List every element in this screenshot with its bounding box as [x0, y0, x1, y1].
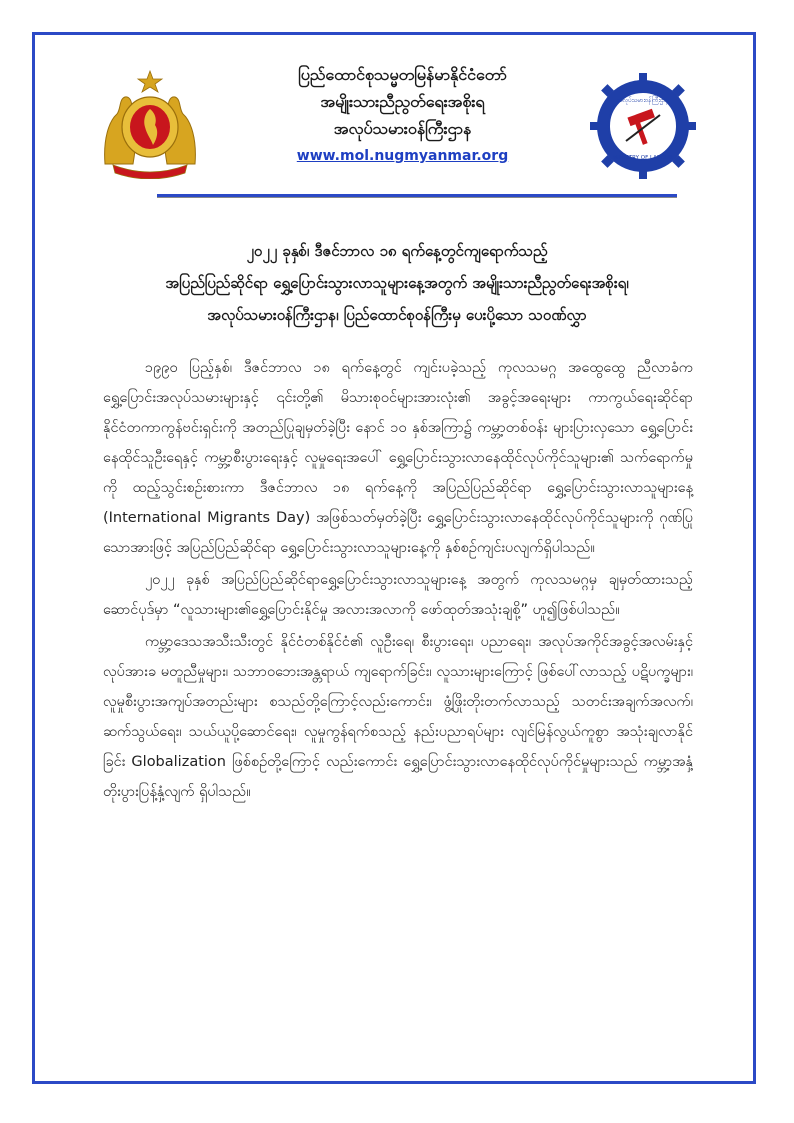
letterhead — [35, 35, 753, 195]
title-line-2: အပြည်ပြည်ဆိုင်ရာ ရွှေ့ပြောင်းသွားလာသူများနေ့အတွက် အမျိုးသားညီညွတ်ရေးအစိုးရ၊ — [165, 274, 629, 292]
paragraph-1: ၁၉၉၀ ပြည့်နှစ်၊ ဒီဇင်ဘာလ ၁၈ ရက်နေ့တွင် ကျင်းပခဲ့သည့် ကုလသမဂ္ဂ အထွေထွေ ညီလာခံက ရွှေ့ပြောင်းအလုပ်သမားများနှင့် ၎င်းတို့၏ မိသားစုဝင်များအားလုံး၏ အခွင့်အရေးများ ကာကွယ်ရေးဆိုင်ရာ နိုင်ငံတကာကွန်ဗင်းရှင်းကို အတည်ပြုချမှတ်ခဲ့ပြီး နောင် ၁၀ နှစ်အကြာ၌ ကမ္ဘာ့တစ်ဝန်း များပြားလှသော ရွှေ့ပြောင်းနေထိုင်သူဦးရေနှင့် ကမ္ဘာ့စီးပွားရေးနှင့် လူမှုရေးအပေါ် ရွှေ့ပြောင်းသွားလာနေထိုင်လုပ်ကိုင်သူများ၏ သက်ရောက်မှုကို ထည့်သွင်းစဉ်းစားကာ ဒီဇင်ဘာလ ၁၈ ရက်နေ့ကို အပြည်ပြည်ဆိုင်ရာ ရွှေ့ပြောင်းသွားလာသူများနေ့ (International Migrants Day) အဖြစ်သတ်မှတ်ခဲ့ပြီး ရွှေ့ပြောင်းသွားလာနေထိုင်လုပ်ကိုင်သူများကို ဂုဏ်ပြုသောအားဖြင့် အပြည်ပြည်ဆိုင်ရာ ရွှေ့ပြောင်းသွားလာသူများနေ့ကို နှစ်စဉ်ကျင်းပလျက်ရှိပါသည်။ — [103, 360, 693, 556]
logo-top-label: အလုပ်သမားဝန်ကြီးဌာန — [617, 97, 669, 104]
document-frame — [32, 32, 756, 1084]
document-title — [65, 235, 729, 331]
website-link[interactable]: www.mol.nugmyanmar.org — [296, 148, 509, 164]
header-divider-shadow — [157, 197, 677, 198]
logo-bottom-label: MINISTRY OF LABOUR — [613, 155, 673, 161]
title-line-3: အလုပ်သမားဝန်ကြီးဌာန၊ ပြည်ထောင်စုဝန်ကြီးမှ ပေးပို့သော သဝဏ်လွှာ — [207, 306, 587, 324]
org-government-name: အမျိုးသားညီညွတ်ရေးအစိုးရ — [320, 92, 485, 111]
title-line-1: ၂၀၂၂ ခုနှစ်၊ ဒီဇင်ဘာလ ၁၈ ရက်နေ့တွင်ကျရောက်သည့် — [246, 242, 548, 260]
paragraph-3: ကမ္ဘာ့ဒေသအသီးသီးတွင် နိုင်ငံတစ်နိုင်ငံ၏ လူဦးရေ၊ စီးပွားရေး၊ ပညာရေး၊ အလုပ်အကိုင်အခွင့်အလမ်းနှင့် လုပ်အားခ မတူညီမှုများ၊ သဘာဝဘေးအန္တရာယ် ကျရောက်ခြင်း၊ လူသားများကြောင့် ဖြစ်ပေါ်လာသည့် ပဋိပက္ခများ၊ လူမှုစီးပွားအကျပ်အတည်းများ စသည်တို့ကြောင့်လည်းကောင်း၊ ဖွံ့ဖြိုးတိုးတက်လာသည့် သတင်းအချက်အလက်၊ ဆက်သွယ်ရေး၊ သယ်ယူပို့ဆောင်ရေး၊ လူမှုကွန်ရက်စသည့် နည်းပညာရပ်များ လျင်မြန်လွယ်ကူစွာ အသုံးချလာနိုင်ခြင်း Globalization ဖြစ်စဉ်တို့ကြောင့် လည်းကောင်း ရွှေ့ပြောင်းသွားလာနေထိုင်လုပ်ကိုင်မှုများသည် ကမ္ဘာ့အနှံ့တိုးပွားပြန့်နှံ့လျက် ရှိပါသည်။ — [103, 634, 693, 800]
state-emblem-icon — [95, 69, 205, 179]
org-ministry-name: အလုပ်သမားဝန်ကြီးဌာန — [333, 119, 472, 138]
org-country-name: ပြည်ထောင်စုသမ္မတမြန်မာနိုင်ငံတော် — [298, 65, 507, 84]
organization-block — [230, 61, 575, 166]
paragraph-2: ၂၀၂၂ ခုနှစ် အပြည်ပြည်ဆိုင်ရာရွှေ့ပြောင်းသွားလာသူများနေ့ အတွက် ကုလသမဂ္ဂမှ ချမှတ်ထားသည့် ဆောင်ပုဒ်မှာ “လူသားများ၏ရွှေ့ပြောင်းနိုင်မှု အလားအလာကို ဖော်ထုတ်အသုံးချစို့” ဟူ၍ဖြစ်ပါသည်။ — [103, 572, 693, 618]
ministry-of-labour-logo-icon — [588, 71, 698, 181]
document-body — [103, 353, 693, 809]
